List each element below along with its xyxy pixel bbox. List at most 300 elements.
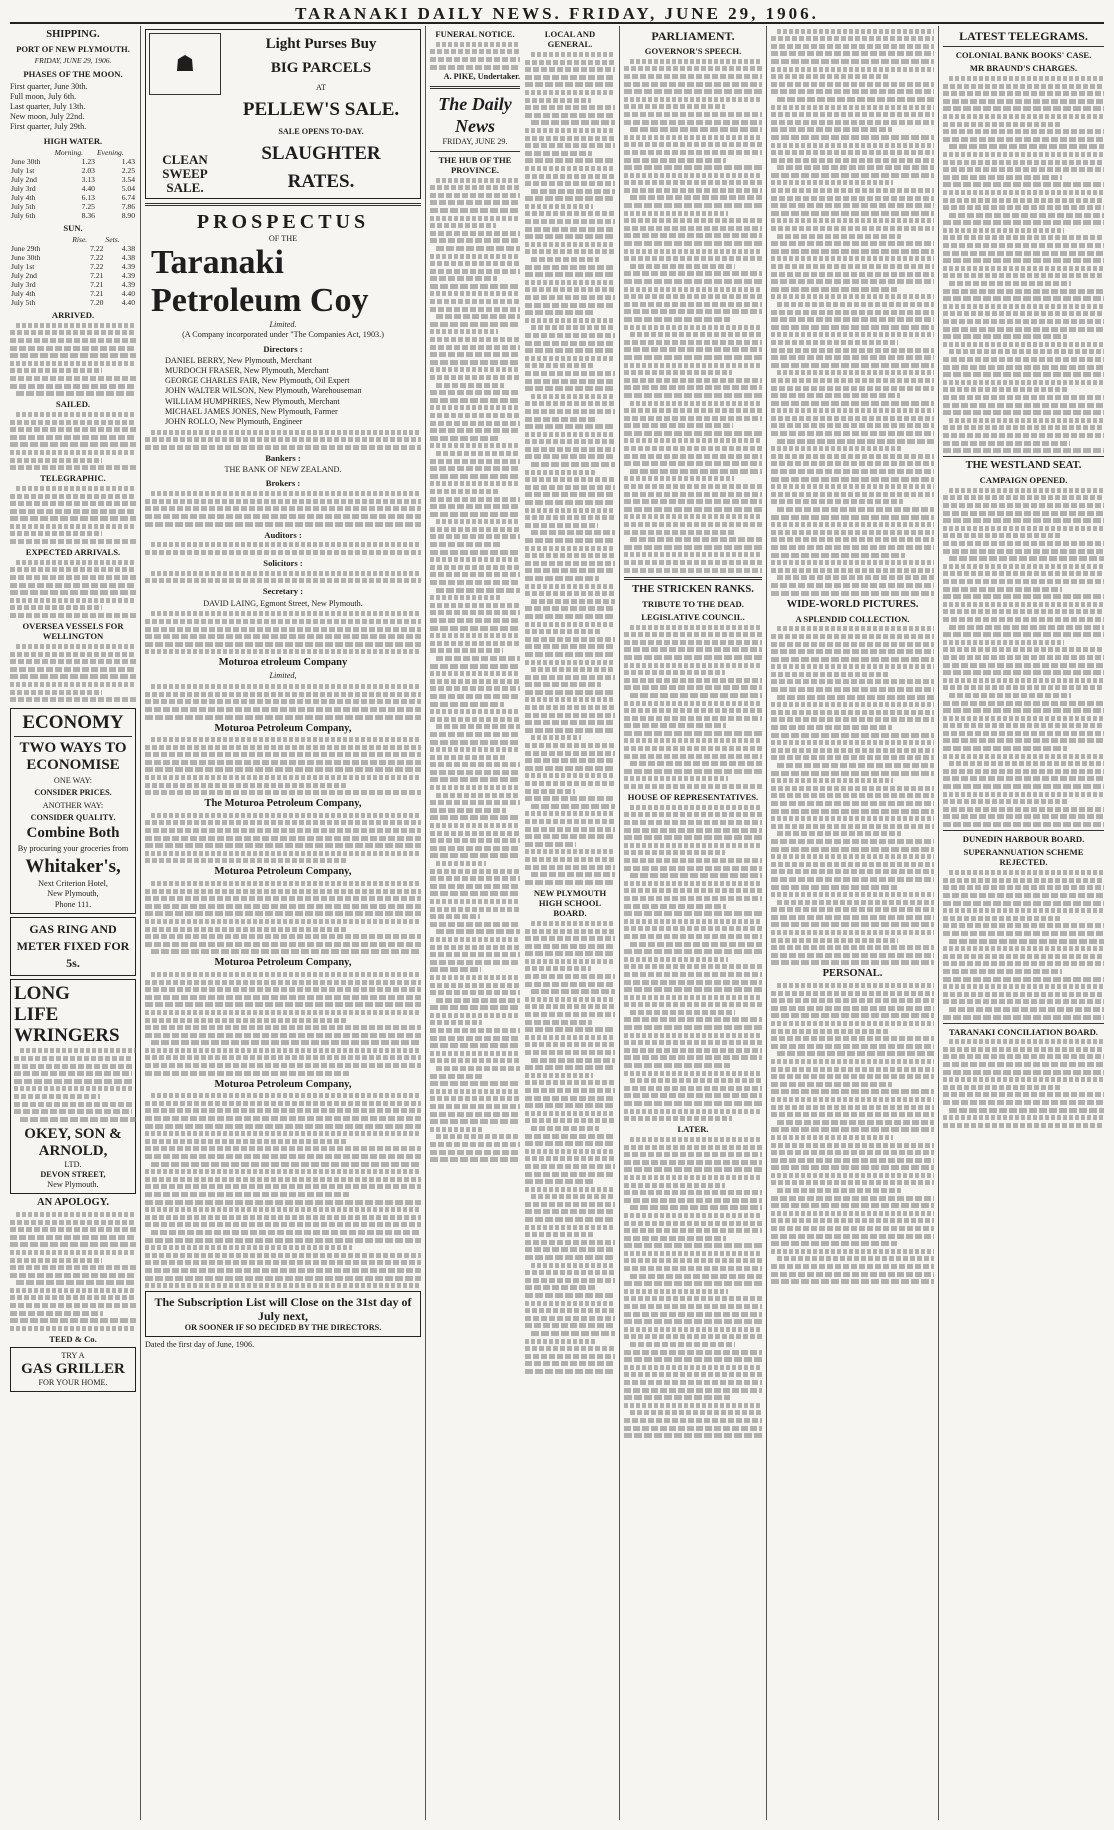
text-line <box>771 1082 892 1087</box>
text-line <box>525 1209 615 1214</box>
text-line <box>430 1127 484 1132</box>
text-line <box>10 1250 136 1255</box>
text-line <box>430 1036 520 1041</box>
text-line <box>624 972 762 977</box>
text-line <box>949 349 1104 354</box>
text-line <box>771 484 934 489</box>
text-line <box>624 454 762 459</box>
text-line <box>771 1021 934 1026</box>
table-row <box>10 202 136 211</box>
text-line <box>777 234 901 239</box>
text-line <box>771 1044 934 1049</box>
text-line <box>525 865 615 870</box>
text-line <box>943 901 1104 906</box>
text-line <box>777 439 934 444</box>
wringers-ad <box>10 979 136 1195</box>
text-line <box>10 697 136 702</box>
text-line <box>624 560 762 565</box>
text-line <box>430 557 520 562</box>
text-line <box>525 811 615 816</box>
text-line <box>525 1164 615 1169</box>
text-line <box>624 949 762 954</box>
text-line <box>777 763 934 768</box>
table-cell: July 2nd <box>11 174 37 184</box>
text-line <box>624 1418 762 1423</box>
table-cell: 7.22 <box>90 262 104 272</box>
tribute-title: TRIBUTE TO THE DEAD. <box>642 598 744 609</box>
text-line <box>145 1063 421 1068</box>
company-name-2: Petroleum Coy <box>151 282 369 320</box>
text-line <box>525 1225 615 1230</box>
text-line <box>525 1096 615 1101</box>
text-line <box>525 758 615 763</box>
text-line <box>624 1040 762 1045</box>
campaign-text <box>943 488 1104 827</box>
text-line <box>777 165 934 170</box>
text-line <box>771 348 934 353</box>
text-line <box>624 120 762 125</box>
text-line <box>624 1002 762 1007</box>
text-line <box>943 579 1104 584</box>
moturoa-heading: Moturoa Petroleum Company, <box>214 1078 352 1090</box>
text-line <box>525 204 593 209</box>
moturoa-heading: Moturoa etroleum Company <box>218 657 348 669</box>
economy-text: ONE WAY: <box>53 776 93 786</box>
text-line <box>624 670 725 675</box>
school-title: NEW PLYMOUTH HIGH SCHOOL BOARD. <box>533 887 607 919</box>
collection-text <box>771 626 934 965</box>
text-line <box>531 1058 615 1063</box>
text-line <box>525 249 615 254</box>
text-line <box>145 851 421 856</box>
text-line <box>430 1013 520 1018</box>
table-cell: 4.40 <box>121 289 135 299</box>
text-line <box>531 462 615 467</box>
text-line <box>145 889 421 894</box>
text-line <box>145 692 421 697</box>
text-line <box>624 249 762 254</box>
text-line <box>525 211 615 216</box>
text-line <box>525 1012 615 1017</box>
text-line <box>624 363 762 368</box>
text-line <box>145 1146 421 1151</box>
text-line <box>430 261 520 266</box>
text-line <box>145 836 421 841</box>
text-line <box>10 501 136 506</box>
text-line <box>777 575 934 580</box>
text-line <box>624 218 762 223</box>
text-line <box>145 1276 421 1281</box>
moon-phase-item: Last quarter, July 13th. <box>10 102 86 112</box>
text-line <box>430 671 520 676</box>
table-cell: 1.43 <box>121 156 135 166</box>
text-line <box>771 591 934 596</box>
text-line <box>777 1256 934 1261</box>
table-cell: 7.22 <box>90 244 104 254</box>
text-line <box>525 966 591 971</box>
text-line <box>630 805 762 810</box>
okey-text: DEVON STREET, <box>40 1169 106 1179</box>
text-line <box>430 1005 520 1010</box>
text-line <box>624 1101 762 1106</box>
text-line <box>525 181 615 186</box>
text-line <box>943 441 1070 446</box>
text-line <box>525 174 615 179</box>
text-line <box>10 598 136 603</box>
text-line <box>430 846 520 851</box>
arrived-title: ARRIVED. <box>51 310 95 321</box>
text-line <box>525 1202 615 1207</box>
text-line <box>430 466 520 471</box>
text-line <box>10 384 136 389</box>
text-line <box>430 960 520 965</box>
text-line <box>771 545 934 550</box>
text-line <box>145 1253 421 1258</box>
text-line <box>624 1063 730 1068</box>
text-line <box>771 180 893 185</box>
telegraphic-title: TELEGRAPHIC. <box>40 473 106 484</box>
text-line <box>10 376 136 381</box>
text-line <box>624 1372 762 1377</box>
text-line <box>430 497 520 502</box>
table-row <box>10 193 136 202</box>
text-line <box>430 322 520 327</box>
text-line <box>10 494 136 499</box>
text-line <box>14 1094 100 1099</box>
text-line <box>10 1273 136 1278</box>
text-line <box>145 499 421 504</box>
text-line <box>943 999 1104 1004</box>
prospectus-text <box>145 1093 421 1288</box>
text-line <box>624 1304 762 1309</box>
text-line <box>624 987 762 992</box>
text-line <box>145 752 421 757</box>
text-line <box>430 853 520 858</box>
text-line <box>771 679 934 684</box>
text-line <box>943 885 1104 890</box>
text-line <box>624 484 762 489</box>
text-line <box>430 876 520 881</box>
text-line <box>145 1154 421 1159</box>
text-line <box>525 538 615 543</box>
text-line <box>771 922 934 927</box>
house-title: HOUSE OF REPRESENTATIVES. <box>627 792 759 803</box>
text-line <box>10 605 102 610</box>
text-line <box>771 907 934 912</box>
text-line <box>624 378 762 383</box>
port-title: PORT OF NEW PLYMOUTH. <box>16 44 130 54</box>
text-line <box>771 854 934 859</box>
wringers-title: WRINGERS <box>14 1024 120 1046</box>
text-line <box>14 1056 132 1061</box>
text-line <box>430 899 520 904</box>
text-line <box>525 128 615 133</box>
text-line <box>145 745 421 750</box>
text-line <box>430 284 520 289</box>
text-line <box>525 842 576 847</box>
lead-title: THE HUB OF THE PROVINCE. <box>438 154 512 175</box>
text-line <box>943 526 1104 531</box>
table-cell: 7.22 <box>90 253 104 263</box>
text-line <box>943 916 1061 921</box>
text-line <box>624 701 762 706</box>
text-line <box>624 1025 762 1030</box>
text-line <box>771 1249 934 1254</box>
apology-text <box>10 1212 136 1331</box>
text-line <box>943 961 1104 966</box>
text-line <box>430 512 520 517</box>
text-line <box>525 454 615 459</box>
text-line <box>145 858 346 863</box>
text-line <box>771 112 934 117</box>
text-line <box>436 998 520 1003</box>
lead-text <box>430 178 520 1163</box>
column-editorial <box>430 26 520 1820</box>
text-line <box>525 379 615 384</box>
text-line <box>943 784 1104 789</box>
table-cell: 7.20 <box>90 298 104 308</box>
text-line <box>624 309 762 314</box>
text-line <box>430 398 520 403</box>
text-line <box>943 602 1104 607</box>
text-line <box>10 516 136 521</box>
text-line <box>10 330 136 335</box>
text-line <box>525 341 615 346</box>
column-parliament <box>624 26 762 1820</box>
text-line <box>531 325 615 330</box>
text-line <box>943 663 1104 668</box>
text-line <box>771 294 934 299</box>
table-cell: June 29th <box>11 244 41 254</box>
personal-title: PERSONAL. <box>822 968 883 980</box>
text-line <box>525 75 615 80</box>
text-line <box>624 165 762 170</box>
text-line <box>525 105 615 110</box>
text-line <box>525 424 615 429</box>
text-line <box>525 333 615 338</box>
text-line <box>771 1196 934 1201</box>
text-line <box>771 938 898 943</box>
text-line <box>624 1183 725 1188</box>
text-line <box>525 1187 615 1192</box>
text-line <box>624 1312 762 1317</box>
text-line <box>151 684 421 689</box>
text-line <box>430 580 520 585</box>
text-line <box>10 435 136 440</box>
text-line <box>430 610 520 615</box>
text-line <box>430 428 520 433</box>
text-line <box>771 740 934 745</box>
text-line <box>771 226 934 231</box>
text-line <box>525 936 615 941</box>
text-line <box>430 762 520 767</box>
text-line <box>145 987 421 992</box>
text-line <box>430 1074 483 1079</box>
text-line <box>525 310 594 315</box>
text-line <box>771 287 897 292</box>
text-line <box>943 799 1069 804</box>
text-line <box>943 776 1104 781</box>
director-item: MICHAEL JAMES JONES, New Plymouth, Farmer <box>165 406 338 416</box>
text-line <box>771 105 934 110</box>
text-line <box>531 599 615 604</box>
text-line <box>430 907 520 912</box>
text-line <box>525 857 615 862</box>
text-line <box>771 998 934 1003</box>
text-line <box>943 205 1104 210</box>
text-line <box>525 1323 615 1328</box>
superannuation-title: SUPERANNUATION SCHEME REJECTED. <box>963 847 1084 868</box>
legislative-title: LEGISLATIVE COUNCIL. <box>641 611 745 622</box>
text-line <box>943 594 1104 599</box>
text-line <box>771 553 905 558</box>
text-line <box>525 447 615 452</box>
text-line <box>145 1184 421 1189</box>
text-line <box>624 1266 762 1271</box>
table-cell: 4.38 <box>121 253 135 263</box>
text-line <box>771 657 934 662</box>
text-line <box>624 514 762 519</box>
text-line <box>624 74 762 79</box>
text-line <box>145 1048 421 1053</box>
text-line <box>624 66 762 71</box>
house-text <box>624 805 762 1121</box>
text-line <box>430 694 520 699</box>
text-line <box>10 567 136 572</box>
text-line <box>771 477 934 482</box>
text-line <box>531 530 615 535</box>
text-line <box>624 97 762 102</box>
auditors-title: Auditors : <box>264 529 302 540</box>
parliament-title: PARLIAMENT. <box>651 29 735 43</box>
text-line <box>430 937 520 942</box>
text-line <box>525 1308 615 1313</box>
text-line <box>430 914 480 919</box>
text-line <box>624 158 726 163</box>
text-line <box>624 203 762 208</box>
text-line <box>531 872 615 877</box>
text-line <box>10 590 136 595</box>
text-line <box>624 1017 762 1022</box>
text-line <box>777 507 934 512</box>
text-line <box>145 1238 421 1243</box>
text-line <box>145 828 421 833</box>
column-general <box>771 26 934 1820</box>
text-line <box>145 506 421 511</box>
text-line <box>145 775 421 780</box>
text-line <box>943 99 1104 104</box>
text-line <box>430 732 520 737</box>
text-line <box>430 299 520 304</box>
text-line <box>525 151 592 156</box>
text-line <box>943 931 1104 936</box>
column-rule <box>619 26 620 1820</box>
text-line <box>430 375 520 380</box>
text-line <box>771 960 934 965</box>
text-line <box>771 892 934 897</box>
text-line <box>943 387 1069 392</box>
text-line <box>949 625 1104 630</box>
director-item: GEORGE CHARLES FAIR, New Plymouth, Oil Expert <box>165 376 350 386</box>
text-line <box>430 550 520 555</box>
text-line <box>525 766 615 771</box>
text-line <box>624 241 762 246</box>
text-line <box>430 542 501 547</box>
text-line <box>430 838 520 843</box>
directors-note <box>145 430 421 450</box>
moon-phase-item: First quarter, June 30th. <box>10 81 88 91</box>
text-line <box>624 1116 732 1121</box>
text-line <box>771 135 934 140</box>
economy-ad <box>10 708 136 914</box>
text-line <box>624 279 762 284</box>
text-line <box>943 403 1104 408</box>
table-row <box>10 211 136 220</box>
text-line <box>145 514 421 519</box>
table-row <box>10 166 136 175</box>
text-line <box>20 1117 136 1122</box>
text-line <box>949 76 1104 81</box>
text-line <box>145 1177 421 1182</box>
text-line <box>430 884 520 889</box>
text-line <box>630 127 762 132</box>
text-line <box>430 1157 520 1162</box>
text-line <box>436 656 520 661</box>
text-line <box>430 1081 520 1086</box>
text-line <box>624 888 762 893</box>
text-line <box>624 738 762 743</box>
text-line <box>16 323 136 328</box>
text-line <box>430 1096 520 1101</box>
text-line <box>10 368 102 373</box>
text-line <box>624 1281 762 1286</box>
text-line <box>430 1104 520 1109</box>
text-line <box>943 908 1104 913</box>
text-line <box>943 342 1104 347</box>
text-line <box>525 1118 615 1123</box>
text-line <box>430 648 503 653</box>
text-line <box>771 877 934 882</box>
table-header-cell: Morning. <box>54 147 84 157</box>
wringers-title: LIFE <box>14 1003 59 1025</box>
text-line <box>630 625 762 630</box>
text-line <box>771 310 934 315</box>
economy-text: CONSIDER PRICES. <box>34 788 112 798</box>
text-line <box>10 1258 102 1263</box>
text-line <box>525 849 615 854</box>
text-line <box>771 1143 934 1148</box>
director-item: JOHN ROLLO, New Plymouth, Engineer <box>165 417 303 427</box>
text-line <box>145 707 421 712</box>
text-line <box>624 769 762 774</box>
text-line <box>771 143 934 148</box>
text-line <box>525 219 615 224</box>
text-line <box>943 296 1104 301</box>
economy-line: TWO WAYS TO <box>19 740 127 757</box>
text-line <box>525 827 615 832</box>
table-cell: 6.74 <box>121 192 135 202</box>
text-line <box>624 1296 762 1301</box>
economy-title: ECONOMY <box>22 712 124 734</box>
text-line <box>624 499 762 504</box>
text-line <box>624 1319 762 1324</box>
text-line <box>525 743 615 748</box>
text-line <box>771 755 934 760</box>
text-line <box>943 670 1104 675</box>
text-line <box>10 458 102 463</box>
text-line <box>630 693 762 698</box>
text-line <box>630 761 762 766</box>
